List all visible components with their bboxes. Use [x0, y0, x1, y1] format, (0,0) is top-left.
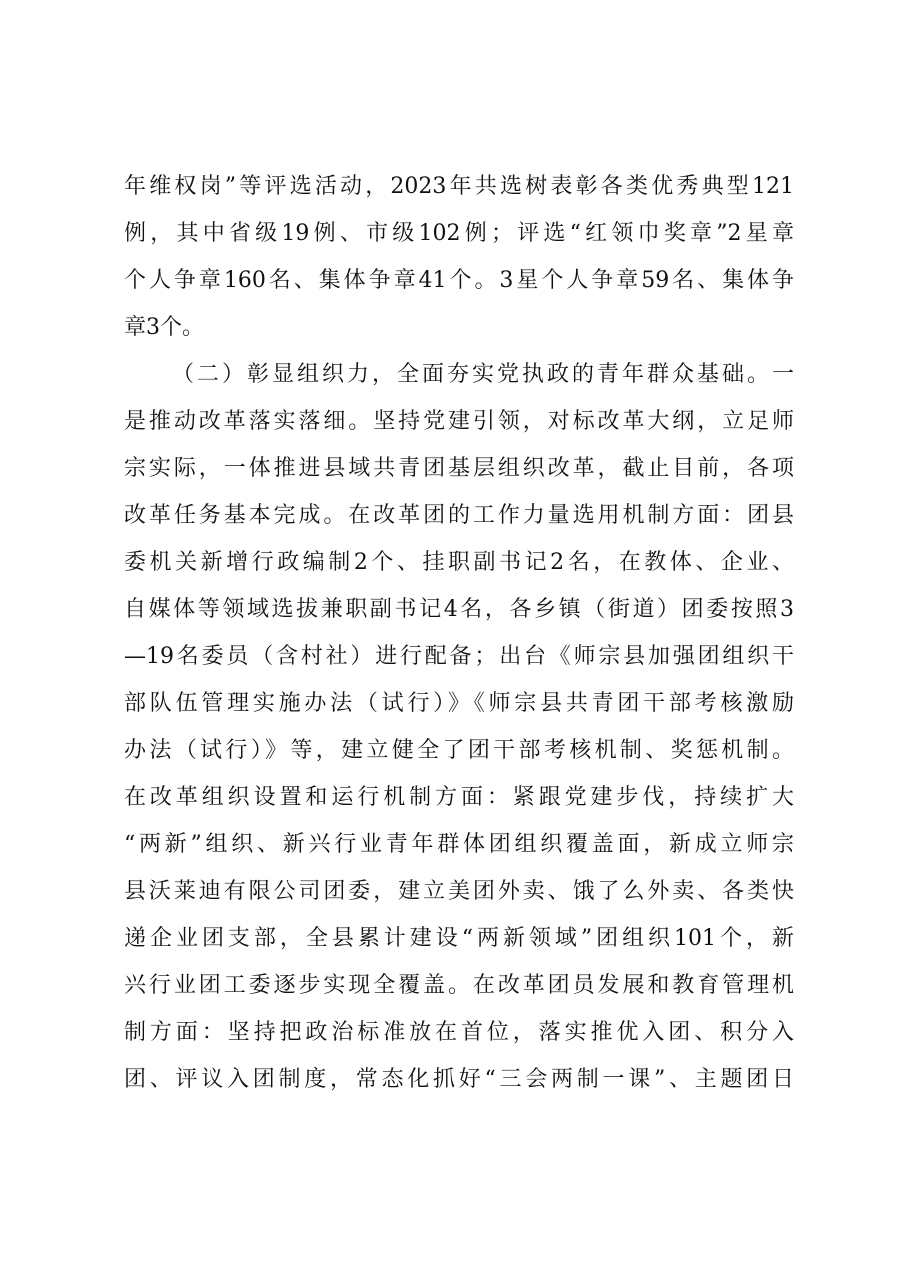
- text-line: 县沃莱迪有限公司团委，建立美团外卖、饿了么外卖、各类快: [124, 879, 794, 904]
- section-heading-line: （二）彰显组织力，全面夯实党执政的青年群众基础。一: [172, 362, 794, 387]
- text-line: 是推动改革落实落细。坚持党建引领，对标改革大纲，立足师: [124, 409, 794, 434]
- text-line: 宗实际，一体推进县域共青团基层组织改革，截止目前，各项: [124, 456, 794, 481]
- text-line: 例，其中省级19例、市级102例；评选“红领巾奖章”2星章: [124, 221, 794, 246]
- text-line: 年维权岗”等评选活动，2023年共选树表彰各类优秀典型121: [124, 174, 794, 199]
- text-line: 在改革组织设置和运行机制方面：紧跟党建步伐，持续扩大: [124, 785, 794, 810]
- text-line: 团、评议入团制度，常态化抓好“三会两制一课”、主题团日: [124, 1067, 794, 1092]
- text-line: 制方面：坚持把政治标准放在首位，落实推优入团、积分入: [124, 1020, 794, 1045]
- text-line: 部队伍管理实施办法（试行）》《师宗县共青团干部考核激励: [124, 691, 794, 716]
- text-line: 改革任务基本完成。在改革团的工作力量选用机制方面：团县: [124, 503, 794, 528]
- text-line: 办法（试行）》等，建立健全了团干部考核机制、奖惩机制。: [124, 738, 794, 763]
- text-line: 章3个。: [124, 315, 204, 340]
- text-line: 兴行业团工委逐步实现全覆盖。在改革团员发展和教育管理机: [124, 973, 794, 998]
- text-line: 自媒体等领域选拔兼职副书记4名，各乡镇（街道）团委按照3: [124, 597, 794, 622]
- text-line: 个人争章160名、集体争章41个。3星个人争章59名、集体争: [124, 268, 794, 293]
- text-line: 委机关新增行政编制2个、挂职副书记2名，在教体、企业、: [124, 550, 794, 575]
- text-line: 递企业团支部，全县累计建设“两新领域”团组织101个，新: [124, 926, 794, 951]
- text-line: “两新”组织、新兴行业青年群体团组织覆盖面，新成立师宗: [124, 832, 794, 857]
- body-text: [124, 163, 794, 1103]
- text-line: —19名委员（含村社）进行配备；出台《师宗县加强团组织干: [124, 644, 794, 669]
